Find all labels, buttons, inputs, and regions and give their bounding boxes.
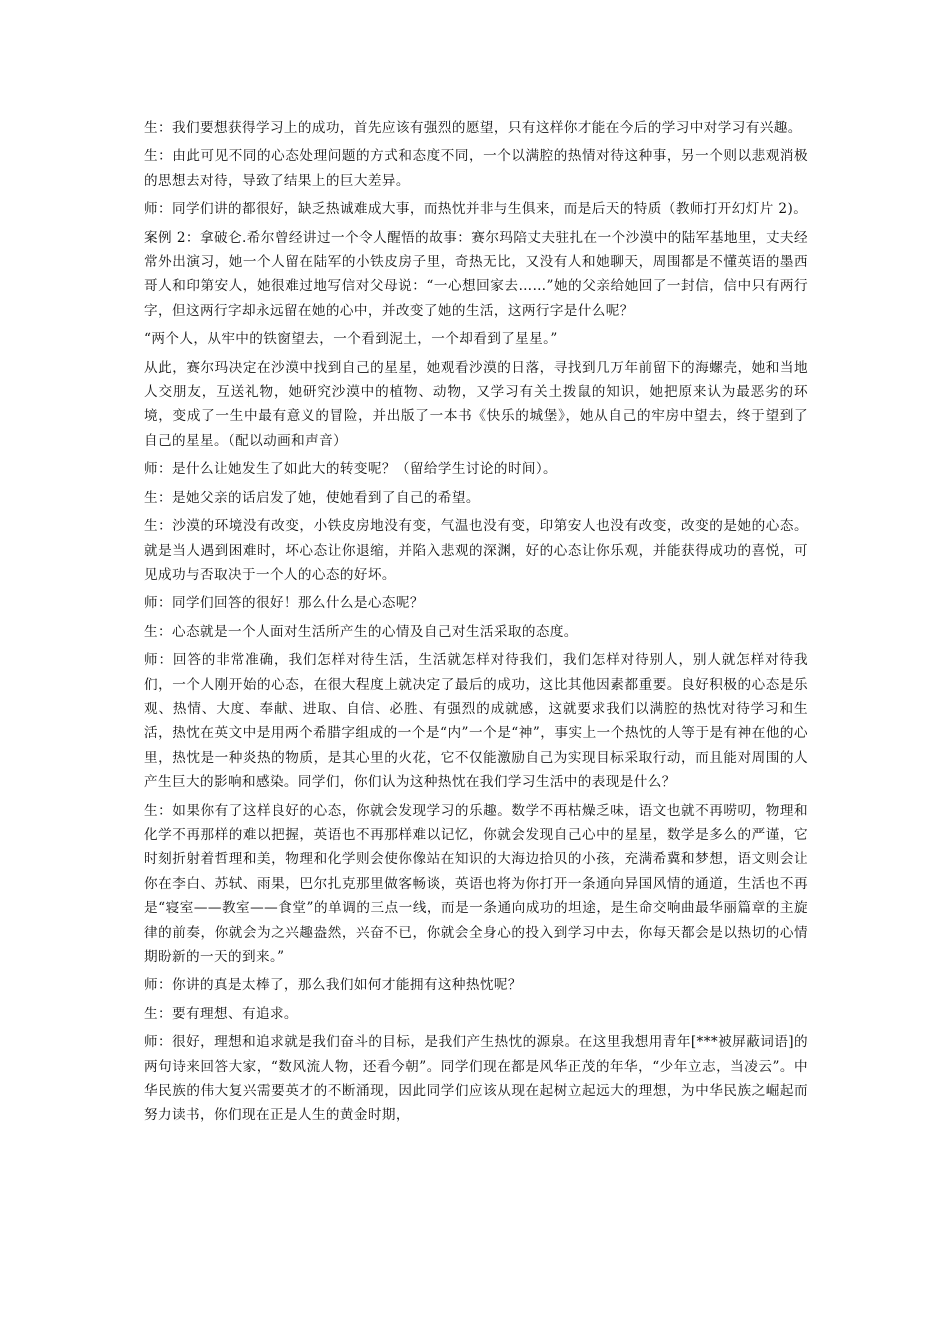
paragraph-5: “两个人，从牢中的铁窗望去，一个看到泥土，一个却看到了星星。” <box>144 331 558 348</box>
paragraph-12: 师：回答的非常准确，我们怎样对待生活，生活就怎样对待我们，我们怎样对待别人，别人就怎样对待我们，一个人刚开始的心态，在很大程度上就决定了最后的成功，这比其他因素都重要。良好积极的心态是乐观、热情、大度、奉献、进取、自信、必胜、有强烈的成就感，这就要求我们以满腔的热忱对待学习和生活，热忱在英文中是用两个希腊字组成的一个是“内”一个是“神”，事实上一个热忱的人等于是有神在他的心里，热忱是一种炎热的物质，是其心里的火花，它不仅能激励自己为实现目标采取行动，而且能对周围的人产生巨大的影响和感染。同学们，你们认为这种热忱在我们学习生活中的表现是什么？ <box>144 652 808 791</box>
paragraph-8: 生：是她父亲的话启发了她，使她看到了自己的希望。 <box>144 489 480 506</box>
paragraph-7: 师：是什么让她发生了如此大的转变呢？（留给学生讨论的时间）。 <box>144 461 558 478</box>
paragraph-13: 生：如果你有了这样良好的心态，你就会发现学习的乐趣。数学不再枯燥乏味，语文也就不再唠叨，物理和化学不再那样的难以把握，英语也不再那样难以记忆，你就会发现自己心中的星星，数学是多么的严谨，它时刻折射着哲理和美，物理和化学则会使你像站在知识的大海边拾贝的小孩，充满希冀和梦想，语文则会让你在李白、苏轼、雨果，巴尔扎克那里做客畅谈，英语也将为你打开一条通向异国风情的通道，生活也不再是“寝室——教室——食堂”的单调的三点一线，而是一条通向成功的坦途，是生命交响曲最华丽篇章的主旋律的前奏，你就会为之兴趣盎然，兴奋不已，你就会全身心的投入到学习中去，你每天都会是以热切的心情期盼新的一天的到来。” <box>144 802 808 965</box>
paragraph-11: 生：心态就是一个人面对生活所产生的心情及自己对生活采取的态度。 <box>144 623 578 640</box>
paragraph-9: 生：沙漠的环境没有改变，小铁皮房地没有变，气温也没有变，印第安人也没有改变，改变的是她的心态。就是当人遇到困难时，坏心态让你退缩，并陷入悲观的深渊，好的心态让你乐观，并能获得成功的喜悦，可见成功与否取决于一个人的心态的好坏。 <box>144 518 808 583</box>
paragraph-4: 案例 2：拿破仑.希尔曾经讲过一个令人醒悟的故事：赛尔玛陪丈夫驻扎在一个沙漠中的陆军基地里，丈夫经常外出演习，她一个人留在陆军的小铁皮房子里，奇热无比，又没有人和她聊天，周围都是不懂英语的墨西哥人和印第安人，她很难过地写信对父母说：“一心想回家去……”她的父亲给她回了一封信，信中只有两行字，但这两行字却永远留在她的心中，并改变了她的生活，这两行字是什么呢？ <box>144 229 808 319</box>
document-body <box>144 116 808 1132</box>
paragraph-6: 从此，赛尔玛决定在沙漠中找到自己的星星，她观看沙漠的日落，寻找到几万年前留下的海螺壳，她和当地人交朋友，互送礼物，她研究沙漠中的植物、动物，又学习有关土拨鼠的知识，她把原来认为最恶劣的环境，变成了一生中最有意义的冒险，并出版了一本书《快乐的城堡》，她从自己的牢房中望去，终于望到了自己的星星。（配以动画和声音） <box>144 359 808 449</box>
paragraph-10: 师：同学们回答的很好！那么什么是心态呢？ <box>144 595 424 612</box>
paragraph-14: 师：你讲的真是太棒了，那么我们如何才能拥有这种热忱呢？ <box>144 977 522 994</box>
paragraph-16: 师：很好，理想和追求就是我们奋斗的目标，是我们产生热忱的源泉。在这里我想用青年[***被屏蔽词语]的两句诗来回答大家，“数风流人物，还看今朝”。同学们现在都是风华正茂的年华，“少年立志，当凌云”。中华民族的伟大复兴需要英才的不断涌现，因此同学们应该从现在起树立起远大的理想，为中华民族之崛起而努力读书，你们现在正是人生的黄金时期， <box>144 1034 808 1124</box>
paragraph-15: 生：要有理想、有追求。 <box>144 1005 298 1022</box>
paragraph-3: 师：同学们讲的都很好，缺乏热诚难成大事，而热忱并非与生俱来，而是后天的特质（教师打开幻灯片 2)。 <box>144 201 808 218</box>
paragraph-1: 生：我们要想获得学习上的成功，首先应该有强烈的愿望，只有这样你才能在今后的学习中对学习有兴趣。 <box>144 120 802 136</box>
paragraph-2: 生：由此可见不同的心态处理问题的方式和态度不同，一个以满腔的热情对待这种事，另一个则以悲观消极的思想去对待，导致了结果上的巨大差异。 <box>144 148 808 189</box>
